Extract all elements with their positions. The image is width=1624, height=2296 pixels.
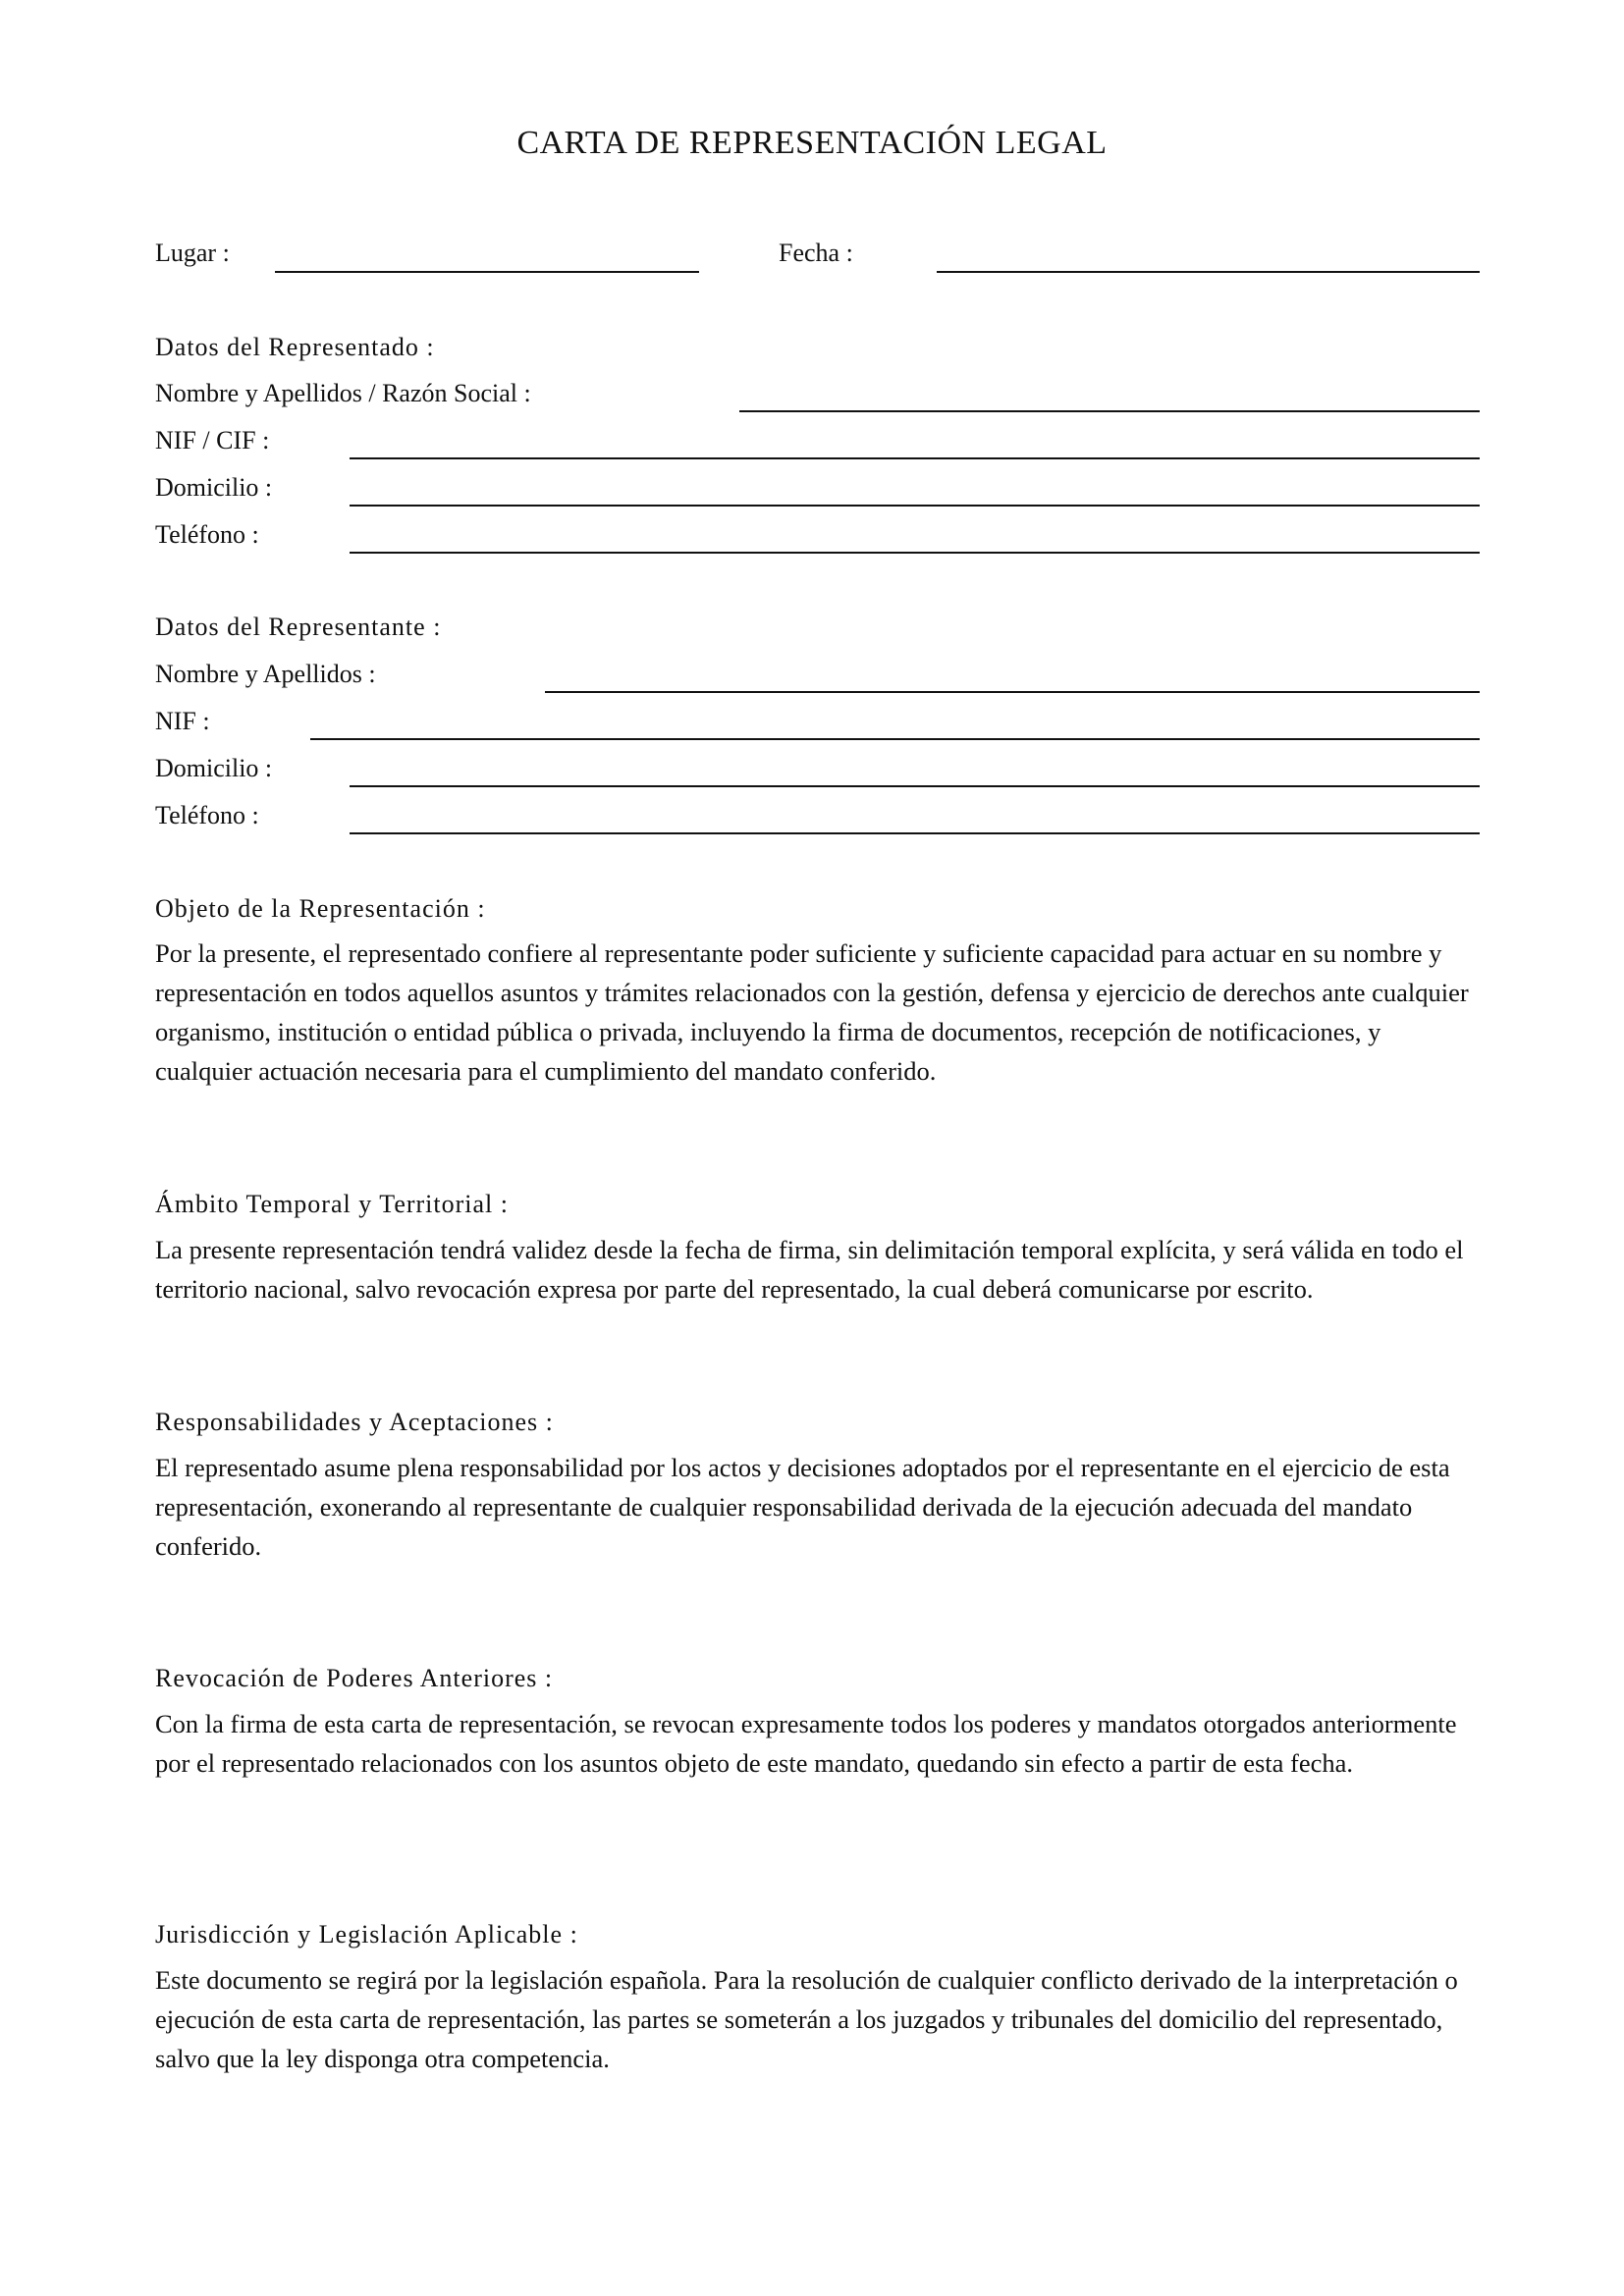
section-body-responsabilidades: El representado asume plena responsabilidad por los actos y decisiones adoptados por el representante en el ejercicio de esta representación, exonerando al representante de cualquier responsabilidad derivada de la ejecución adecuada del mandato conferido.: [155, 1453, 1450, 1561]
representante-nif-label: NIF :: [155, 707, 210, 735]
representante-nif-line: [310, 738, 1480, 740]
fecha-field-line: [937, 271, 1480, 273]
representante-heading: Datos del Representante :: [155, 613, 442, 641]
representado-domicilio-label: Domicilio :: [155, 473, 273, 502]
representante-telefono-label: Teléfono :: [155, 801, 259, 829]
representado-nombre-line: [739, 410, 1480, 412]
section-heading-objeto: Objeto de la Representación :: [155, 894, 486, 923]
section-body-revocacion: Con la firma de esta carta de representación, se revocan expresamente todos los poderes y mandatos otorgados anteriormente por el representado relacionados con los asuntos objeto de este mandato, quedando sin efecto a partir de esta fecha.: [155, 1709, 1457, 1778]
representado-telefono-line: [350, 552, 1480, 554]
fecha-label: Fecha :: [779, 239, 853, 267]
document-title: CARTA DE REPRESENTACIÓN LEGAL: [516, 125, 1108, 161]
section-heading-jurisdiccion: Jurisdicción y Legislación Aplicable :: [155, 1920, 578, 1949]
representante-domicilio-label: Domicilio :: [155, 754, 273, 782]
representante-nombre-line: [545, 691, 1480, 693]
section-body-jurisdiccion: Este documento se regirá por la legislación española. Para la resolución de cualquier conflicto derivado de la interpretación o ejecución de esta carta de representación, las partes se someterán a los juzgados y tribunales del domicilio del representado, salvo que la ley disponga otra competencia.: [155, 1965, 1458, 2073]
section-heading-ambito: Ámbito Temporal y Territorial :: [155, 1190, 509, 1218]
section-heading-responsabilidades: Responsabilidades y Aceptaciones :: [155, 1408, 554, 1436]
representante-telefono-line: [350, 832, 1480, 834]
representado-domicilio-line: [350, 505, 1480, 507]
section-body-ambito: La presente representación tendrá validez desde la fecha de firma, sin delimitación temporal explícita, y será válida en todo el territorio nacional, salvo revocación expresa por parte del representado, la cual deberá comunicarse por escrito.: [155, 1235, 1464, 1304]
lugar-label: Lugar :: [155, 239, 230, 267]
representado-nombre-label: Nombre y Apellidos / Razón Social :: [155, 379, 531, 407]
section-body-objeto: Por la presente, el representado confiere al representante poder suficiente y suficiente capacidad para actuar en su nombre y representación en todos aquellos asuntos y trámites relacionados con la gestión, defensa y ejercicio de derechos ante cualquier organismo, institución o entidad pública o privada, incluyendo la firma de documentos, recepción de notificaciones, y cualquier actuación necesaria para el cumplimiento del mandato conferido.: [155, 938, 1469, 1086]
representado-nif-line: [350, 457, 1480, 459]
representado-telefono-label: Teléfono :: [155, 520, 259, 549]
representado-nif-label: NIF / CIF :: [155, 426, 270, 454]
lugar-field-line: [275, 271, 699, 273]
representante-nombre-label: Nombre y Apellidos :: [155, 660, 376, 688]
representado-heading: Datos del Representado :: [155, 333, 435, 361]
section-heading-revocacion: Revocación de Poderes Anteriores :: [155, 1664, 554, 1692]
representante-domicilio-line: [350, 785, 1480, 787]
